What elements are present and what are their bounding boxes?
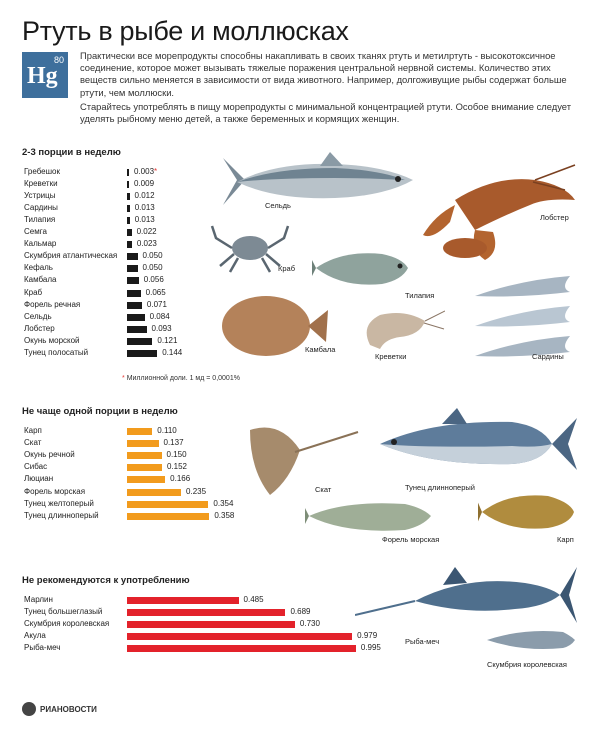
bar [127,265,138,272]
ria-logo-icon [22,702,36,716]
category-label: Сибас [24,462,48,472]
bar [127,290,141,297]
intro-paragraph-2: Старайтесь употреблять в пищу морепродукты с минимальной концентрацией ртути. Особое внимание следует уделять рыбному меню детей, а также беременных и кормящих женщин. [80,100,571,125]
crab-caption: Краб [278,264,296,273]
footnote-mark: * [122,375,125,382]
value-label: 0.013 [134,215,155,225]
bar [127,633,352,640]
bar [127,217,130,224]
carp-caption: Карп [557,535,574,544]
value-label: 0.730 [299,619,320,628]
category-label: Форель морская [24,486,86,496]
bar [127,193,130,200]
value-label: 0.121 [157,335,178,345]
category-label: Гребешок [24,167,60,176]
category-label: Камбала [24,275,57,285]
footnote-marker: * [154,167,158,176]
bar [127,181,129,188]
value-label: 0.022 [136,227,157,237]
category-label: Семга [24,227,47,237]
section-title-1: 2-3 порции в неделю [22,147,121,158]
king-mackerel-illustration [483,624,578,656]
page-title: Ртуть в рыбе и моллюсках [22,16,349,46]
category-label: Люциан [24,474,54,484]
bar [127,169,129,176]
value-label: 0.012 [134,191,155,201]
category-label: Окунь морской [24,335,80,345]
category-label: Тилапия [24,215,56,225]
bar [127,302,142,309]
ria-logo [22,702,97,716]
category-label: Скат [24,438,42,448]
lobster-caption: Лобстер [540,213,569,222]
albacore-illustration [372,408,580,478]
bar [127,645,356,652]
category-label: Тунец желтоперый [24,498,94,508]
value-label: 0.084 [149,311,170,321]
carp-illustration [478,488,578,536]
bar [127,277,139,284]
category-label: Карп [24,426,42,435]
value-label: 0.009 [134,179,155,189]
value-label: 0.056 [143,275,164,285]
bar [127,609,285,616]
bar [127,597,239,604]
value-label: 0.144 [162,347,183,357]
ria-logo-text: РИАНОВОСТИ [40,704,97,714]
section-title-3: Не рекомендуются к употреблению [22,575,190,586]
shrimp-caption: Креветки [375,352,407,361]
bar [127,513,209,520]
value-label: 0.358 [214,510,235,520]
category-label: Кальмар [24,239,57,249]
value-label: 0.152 [166,462,187,472]
albacore-caption: Тунец длинноперый [405,483,475,492]
bar [127,489,181,496]
category-label: Скумбрия королевская [24,619,110,628]
trout-caption: Форель морская [382,535,440,544]
value-label: 0.354 [213,498,234,508]
bar [127,338,152,345]
value-label: 0.166 [170,474,191,484]
bar [127,229,132,236]
value-label: 0.013 [134,203,155,213]
category-label: Краб [24,287,43,297]
value-label: 0.137 [163,438,184,448]
herring-illustration [215,150,420,220]
bar [127,452,162,459]
value-label: 0.485 [243,595,264,604]
category-label: Сардины [24,203,58,213]
value-label: 0.093 [151,323,172,333]
category-label: Скумбрия атлантическая [24,251,118,261]
value-label: 0.995 [360,643,381,652]
sardines-caption: Сардины [532,352,564,361]
category-label: Тунец большеглазый [24,607,103,616]
value-label: 0.979 [357,631,378,640]
ray-illustration [240,420,360,500]
value-label: 0.065 [145,287,166,297]
category-label: Окунь речной [24,450,75,460]
value-label: 0.071 [146,299,167,309]
value-label: 0.689 [290,607,311,616]
bar [127,428,152,435]
section-title-2: Не чаще одной порции в неделю [22,406,178,417]
intro-paragraph-1: Практически все морепродукты способны накапливать в своих тканях ртуть и метилртуть - высокотоксичное соединение, которое может вызывать тяжелые поражения центральной нервной системы. Количество этих веществ сильно меняется в зависимости от вида животного. Например, долгоживущие рыбы содержат больше ртути, чем моллюски. [80,50,567,98]
bar [127,476,165,483]
tilapia-illustration [312,246,412,294]
flounder-caption: Камбала [305,345,336,354]
category-label: Марлин [24,595,53,604]
bar [127,205,130,212]
bar [127,464,162,471]
swordfish-illustration [355,545,580,630]
bar [127,621,295,628]
intro-text [80,50,580,127]
value-label: 0.235 [186,486,207,496]
bar [127,350,157,357]
category-label: Тунец длинноперый [24,510,99,520]
category-label: Креветки [24,179,58,189]
bar [127,253,138,260]
king-mackerel-caption: Скумбрия королевская [487,660,567,669]
mercury-element-badge [22,52,68,98]
bar [127,326,147,333]
category-label: Акула [24,631,46,640]
value-label: 0.023 [136,239,157,249]
ray-caption: Скат [315,485,332,494]
category-label: Тунец полосатый [24,347,89,357]
category-label: Лобстер [24,323,55,333]
trout-illustration [305,496,435,538]
category-label: Форель речная [24,299,81,309]
bar [127,501,208,508]
value-label: 0.050 [142,251,163,261]
category-label: Сельдь [24,311,52,321]
value-label: 0.110 [157,426,177,435]
value-label: 0.003* [134,167,158,176]
category-label: Рыба-меч [24,643,61,652]
tilapia-caption: Тилапия [405,291,435,300]
element-symbol: Hg [27,63,58,89]
value-label: 0.050 [142,263,163,273]
swordfish-caption: Рыба-меч [405,637,440,646]
herring-caption: Сельдь [265,201,291,210]
bar [127,314,145,321]
footnote-text: Миллионной доли. 1 мд = 0,0001% [126,375,240,382]
bar [127,241,132,248]
value-label: 0.150 [166,450,187,460]
category-label: Кефаль [24,263,53,273]
atomic-number: 80 [53,55,64,65]
bar [127,440,159,447]
category-label: Устрицы [24,191,56,201]
footnote [122,375,240,382]
